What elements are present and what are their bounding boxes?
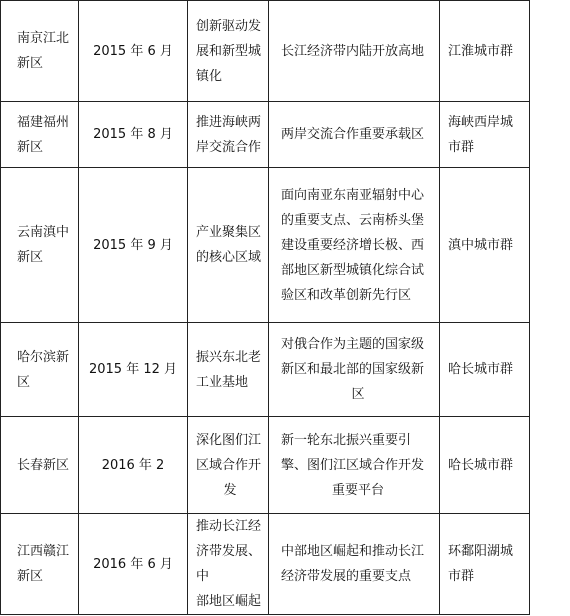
text-line: 岸交流合作 [196,139,262,155]
text-line: 两岸交流合作重要承载区 [281,127,425,142]
text-line: 2016 年 2 [101,457,165,473]
text-line: 济带发展、中 [196,544,262,584]
city-cluster-cell [440,323,530,417]
positioning-cell [269,323,440,417]
text-line: 工业基地 [196,374,249,390]
text-line: 建设重要经济增长极、西 [281,237,425,253]
positioning-cell [269,168,440,323]
text-line: 江西赣江 [17,544,70,559]
text-line: 推进海峡两 [196,114,262,130]
strategic-position-cell [188,417,269,514]
table-row [1,323,530,417]
text-line: 海峡西岸城 [448,114,514,130]
text-line: 2015 年 6 月 [93,43,173,59]
table-row [1,417,530,514]
strategic-position-cell [188,514,269,615]
text-line: 部地区崛起 [196,594,262,609]
text-line: 长江经济带内陆开放高地 [281,43,425,59]
approval-date-cell [79,323,188,417]
area-name-cell [1,417,79,514]
text-line: 面向南亚东南亚辐射中心 [281,187,425,203]
area-name-cell [1,1,79,102]
text-line: 产业聚集区 [196,225,262,240]
area-name-cell [1,514,79,615]
strategic-position-cell [188,168,269,323]
approval-date-cell [79,1,188,102]
text-line: 市群 [448,139,475,155]
text-line: 云南滇中 [17,225,70,240]
table-row [1,514,530,615]
text-line: 2015 年 8 月 [93,127,173,142]
text-line: 市群 [448,569,475,584]
area-name-cell [1,102,79,168]
text-line: 江淮城市群 [448,43,514,59]
text-line: 哈尔滨新 [17,349,70,365]
text-line: 环鄱阳湖城 [448,544,514,559]
text-line: 深化图们江 [196,432,262,448]
table-body [1,1,530,615]
text-line: 新区 [17,56,44,71]
text-line: 新区 [17,139,44,155]
city-cluster-cell [440,417,530,514]
text-line: 长春新区 [17,457,70,473]
text-line: 的重要支点、云南桥头堡 [281,212,425,228]
text-line: 展和新型城 [196,43,262,59]
area-name-cell [1,323,79,417]
text-line: 哈长城市群 [448,362,514,377]
text-line: 福建福州 [17,114,70,130]
city-cluster-cell [440,1,530,102]
text-line: 镇化 [196,68,223,84]
area-name-cell [1,168,79,323]
text-line: 2016 年 6 月 [93,556,173,572]
text-line: 中部地区崛起和推动长江 [281,544,425,559]
strategic-position-cell [188,1,269,102]
text-line: 擎、图们江区域合作开发 [281,457,425,473]
strategic-position-cell [188,323,269,417]
text-line: 区域合作开 [196,457,262,473]
text-line: 的核心区域 [196,250,262,265]
city-cluster-cell [440,514,530,615]
text-line: 滇中城市群 [448,237,514,253]
text-line: 新区 [17,569,44,584]
text-line: 经济带发展的重要支点 [281,569,412,584]
text-line: 验区和改革创新先行区 [281,287,412,303]
approval-date-cell [79,417,188,514]
text-line: 2015 年 9 月 [93,237,173,253]
text-line: 创新驱动发 [196,18,262,34]
text-line: 重要平台 [331,482,384,498]
positioning-cell [269,514,440,615]
table-row [1,102,530,168]
positioning-cell [269,417,440,514]
text-line: 新区 [17,250,44,265]
table-row [1,168,530,323]
text-line: 哈长城市群 [448,457,514,473]
text-line: 2015 年 12 月 [88,362,178,377]
city-cluster-cell [440,102,530,168]
approval-date-cell [79,514,188,615]
text-line: 新区和最北部的国家级新 [281,362,425,377]
strategic-position-cell [188,102,269,168]
city-cluster-cell [440,168,530,323]
text-line: 区 [351,387,365,402]
text-line: 区 [17,374,31,390]
text-line: 新一轮东北振兴重要引 [281,432,412,448]
positioning-cell [269,1,440,102]
positioning-cell [269,102,440,168]
text-line: 对俄合作为主题的国家级 [281,337,425,352]
approval-date-cell [79,102,188,168]
text-line: 南京江北 [17,31,70,46]
text-line: 振兴东北老 [196,349,262,365]
text-line: 部地区新型城镇化综合试 [281,262,425,278]
text-line: 发 [223,482,237,498]
approval-date-cell [79,168,188,323]
text-line: 推动长江经 [196,519,262,534]
table-row [1,1,530,102]
